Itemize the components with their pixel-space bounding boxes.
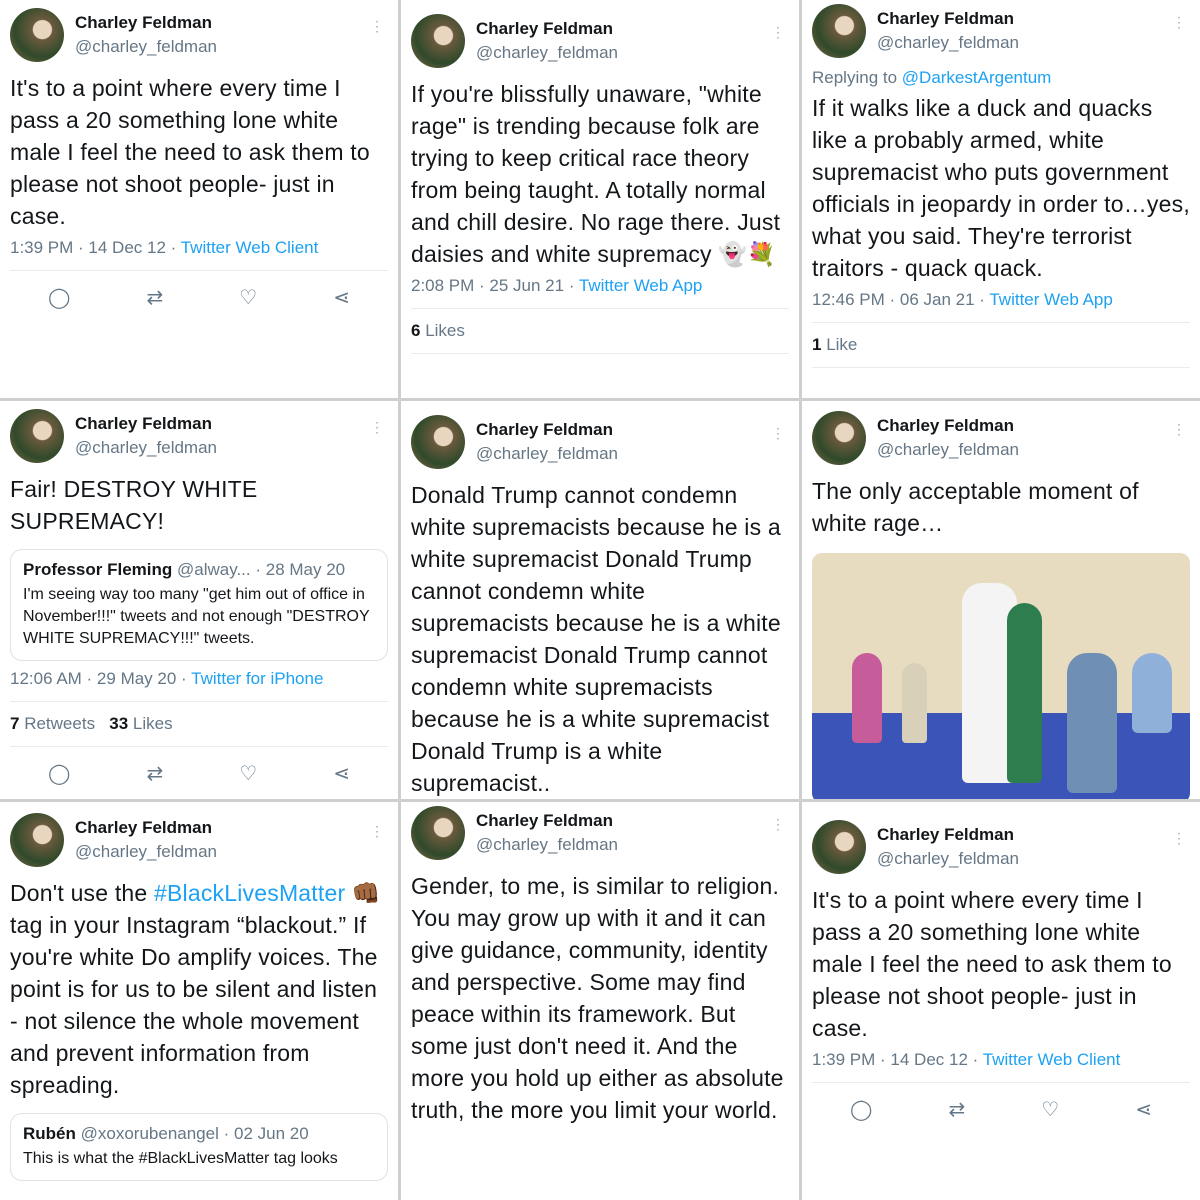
quote-text: This is what the #BlackLivesMatter tag looks <box>23 1150 338 1167</box>
tweet-image[interactable] <box>812 553 1190 799</box>
author-name[interactable]: Charley Feldman <box>476 19 613 38</box>
tweet-header <box>812 812 1190 882</box>
tweet-header <box>411 407 789 477</box>
quote-text: I'm seeing way too many "get him out of office in November!!!" tweets and not enough "DESTROY WHITE SUPREMACY!!!" tweets. <box>23 586 370 647</box>
tweet-text: If you're blissfully unaware, "white rage" is trending because folk are trying to keep critical race theory from being taught. A totally normal and chill desire. No rage there. Just daisies and white supremacy 👻💐 <box>411 81 781 267</box>
retweets-count[interactable]: 7 Retweets <box>10 714 96 733</box>
tweet-timestamp: 12:46 PM · 06 Jan 21 · Twitter Web App <box>812 290 1190 323</box>
likes-count[interactable]: 1 Like <box>812 335 858 354</box>
reply-icon[interactable]: ◯ <box>48 763 71 785</box>
tweet-card <box>802 401 1200 799</box>
author-handle[interactable]: @charley_feldman <box>877 33 1019 52</box>
author-handle[interactable]: @charley_feldman <box>476 43 618 62</box>
tweet-text: Gender, to me, is similar to religion. You may grow up with it and it can give guidance, community, identity and perspective. Some may find peace within its framework. But some just don't need it. And the more you hold up either as absolute truth, the more you limit your world. <box>411 873 784 1123</box>
share-icon[interactable]: ⋖ <box>333 763 350 785</box>
tweet-text: Fair! DESTROY WHITE SUPREMACY! <box>10 476 258 534</box>
tweet-header <box>10 0 388 70</box>
more-icon[interactable]: ⋮ <box>771 816 785 832</box>
client-link[interactable]: Twitter Web Client <box>180 238 319 257</box>
retweet-icon[interactable]: ⇄ <box>146 763 164 785</box>
reply-icon[interactable]: ◯ <box>850 1099 873 1121</box>
more-icon[interactable]: ⋮ <box>1172 421 1186 437</box>
quote-author: Rubén <box>23 1124 76 1143</box>
avatar[interactable] <box>10 8 64 62</box>
tweet-actions <box>812 1083 1190 1136</box>
quote-author: Professor Fleming <box>23 560 173 579</box>
tweet-card <box>802 802 1200 1200</box>
tweet-card <box>401 802 799 1200</box>
tweet-stats <box>10 702 388 747</box>
author-handle[interactable]: @charley_feldman <box>877 440 1019 459</box>
tweet-timestamp: 1:39 PM · 14 Dec 12 · Twitter Web Client <box>812 1050 1190 1083</box>
author-handle[interactable]: @charley_feldman <box>476 444 618 463</box>
more-icon[interactable]: ⋮ <box>771 24 785 40</box>
avatar[interactable] <box>812 411 866 465</box>
replying-to: Replying to @DarkestArgentum <box>812 68 1052 87</box>
client-link[interactable]: Twitter Web App <box>989 290 1113 309</box>
author-name[interactable]: Charley Feldman <box>877 825 1014 844</box>
tweet-card <box>401 0 799 398</box>
tweet-text: Donald Trump cannot condemn white supremacists because he is a white supremacist Donald Trump cannot condemn white supremacists because he is a white supremacist Donald Trump cannot condemn white supremacists because he is a white supremacist Donald Trump is a white supremacist.. <box>411 482 781 796</box>
author-handle[interactable]: @charley_feldman <box>75 37 217 56</box>
heart-icon[interactable]: ♡ <box>239 287 258 309</box>
share-icon[interactable]: ⋖ <box>1135 1099 1152 1121</box>
tweet-card <box>0 401 398 799</box>
author-handle[interactable]: @charley_feldman <box>75 842 217 861</box>
more-icon[interactable]: ⋮ <box>771 425 785 441</box>
tweet-timestamp: 1:39 PM · 14 Dec 12 · Twitter Web Client <box>10 238 388 271</box>
avatar[interactable] <box>10 409 64 463</box>
reply-link[interactable]: @DarkestArgentum <box>901 68 1052 87</box>
tweet-stats <box>812 323 1190 368</box>
author-handle[interactable]: @charley_feldman <box>476 835 618 854</box>
tweet-header <box>411 802 789 868</box>
more-icon[interactable]: ⋮ <box>1172 830 1186 846</box>
more-icon[interactable]: ⋮ <box>1172 14 1186 30</box>
avatar[interactable] <box>10 813 64 867</box>
tweet-text: Don't use the #BlackLivesMatter 👊🏾 tag in your Instagram “blackout.” If you're white Do amplify voices. The point is for us to be silent and listen - not silence the whole movement and prevent information from spreading. <box>10 880 381 1098</box>
likes-count[interactable]: 33 Likes <box>109 714 173 733</box>
retweet-icon[interactable]: ⇄ <box>146 287 164 309</box>
avatar[interactable] <box>411 806 465 860</box>
tweet-header <box>10 401 388 471</box>
tweet-text: It's to a point where every time I pass a 20 something lone white male I feel the need to ask them to please not shoot people- just in case. <box>812 887 1172 1041</box>
tweet-actions <box>10 747 388 799</box>
retweet-icon[interactable]: ⇄ <box>948 1099 966 1121</box>
client-link[interactable]: Twitter Web App <box>578 276 703 295</box>
client-link[interactable]: Twitter Web Client <box>982 1050 1121 1069</box>
heart-icon[interactable]: ♡ <box>239 763 258 785</box>
avatar[interactable] <box>812 4 866 58</box>
author-name[interactable]: Charley Feldman <box>75 414 212 433</box>
likes-count[interactable]: 6 Likes <box>411 321 465 340</box>
tweet-stats <box>411 309 789 354</box>
quoted-tweet[interactable]: Rubén @xoxorubenangel · 02 Jun 20 This is what the #BlackLivesMatter tag looks <box>10 1113 388 1181</box>
author-name[interactable]: Charley Feldman <box>877 416 1014 435</box>
author-name[interactable]: Charley Feldman <box>877 9 1014 28</box>
tweet-card <box>0 0 398 398</box>
tweet-header <box>812 403 1190 473</box>
author-name[interactable]: Charley Feldman <box>75 818 212 837</box>
avatar[interactable] <box>411 415 465 469</box>
author-handle[interactable]: @charley_feldman <box>75 438 217 457</box>
heart-icon[interactable]: ♡ <box>1041 1099 1060 1121</box>
tweet-header <box>812 0 1190 66</box>
tweet-timestamp: 12:06 AM · 29 May 20 · Twitter for iPhone <box>10 669 388 702</box>
tweet-card <box>802 0 1200 398</box>
reply-icon[interactable]: ◯ <box>48 287 71 309</box>
tweet-header <box>411 6 789 76</box>
tweet-text: It's to a point where every time I pass a 20 something lone white male I feel the need to ask them to please not shoot people- just in case. <box>10 75 370 229</box>
tweet-card <box>401 401 799 799</box>
quoted-tweet[interactable]: Professor Fleming @alway... · 28 May 20 I'm seeing way too many "get him out of office in November!!!" tweets and not enough "DESTROY WHITE SUPREMACY!!!" tweets. <box>10 549 388 661</box>
author-handle[interactable]: @charley_feldman <box>877 849 1019 868</box>
tweet-header <box>10 805 388 875</box>
more-icon[interactable]: ⋮ <box>370 18 384 34</box>
avatar[interactable] <box>411 14 465 68</box>
author-name[interactable]: Charley Feldman <box>476 420 613 439</box>
client-link[interactable]: Twitter for iPhone <box>191 669 324 688</box>
tweet-text: The only acceptable moment of white rage… <box>812 478 1139 536</box>
tweet-text: If it walks like a duck and quacks like a probably armed, white supremacist who puts government officials in jeopardy in order to…yes, what you said. They're terrorist traitors - quack quack. <box>812 95 1190 281</box>
more-icon[interactable]: ⋮ <box>370 419 384 435</box>
avatar[interactable] <box>812 820 866 874</box>
share-icon[interactable]: ⋖ <box>333 287 350 309</box>
tweet-timestamp: 2:08 PM · 25 Jun 21 · Twitter Web App <box>411 276 789 309</box>
tweet-actions <box>10 271 388 324</box>
tweet-card <box>0 802 398 1200</box>
more-icon[interactable]: ⋮ <box>370 823 384 839</box>
author-name[interactable]: Charley Feldman <box>75 13 212 32</box>
hashtag-link[interactable]: #BlackLivesMatter <box>154 880 346 906</box>
author-name[interactable]: Charley Feldman <box>476 811 613 830</box>
